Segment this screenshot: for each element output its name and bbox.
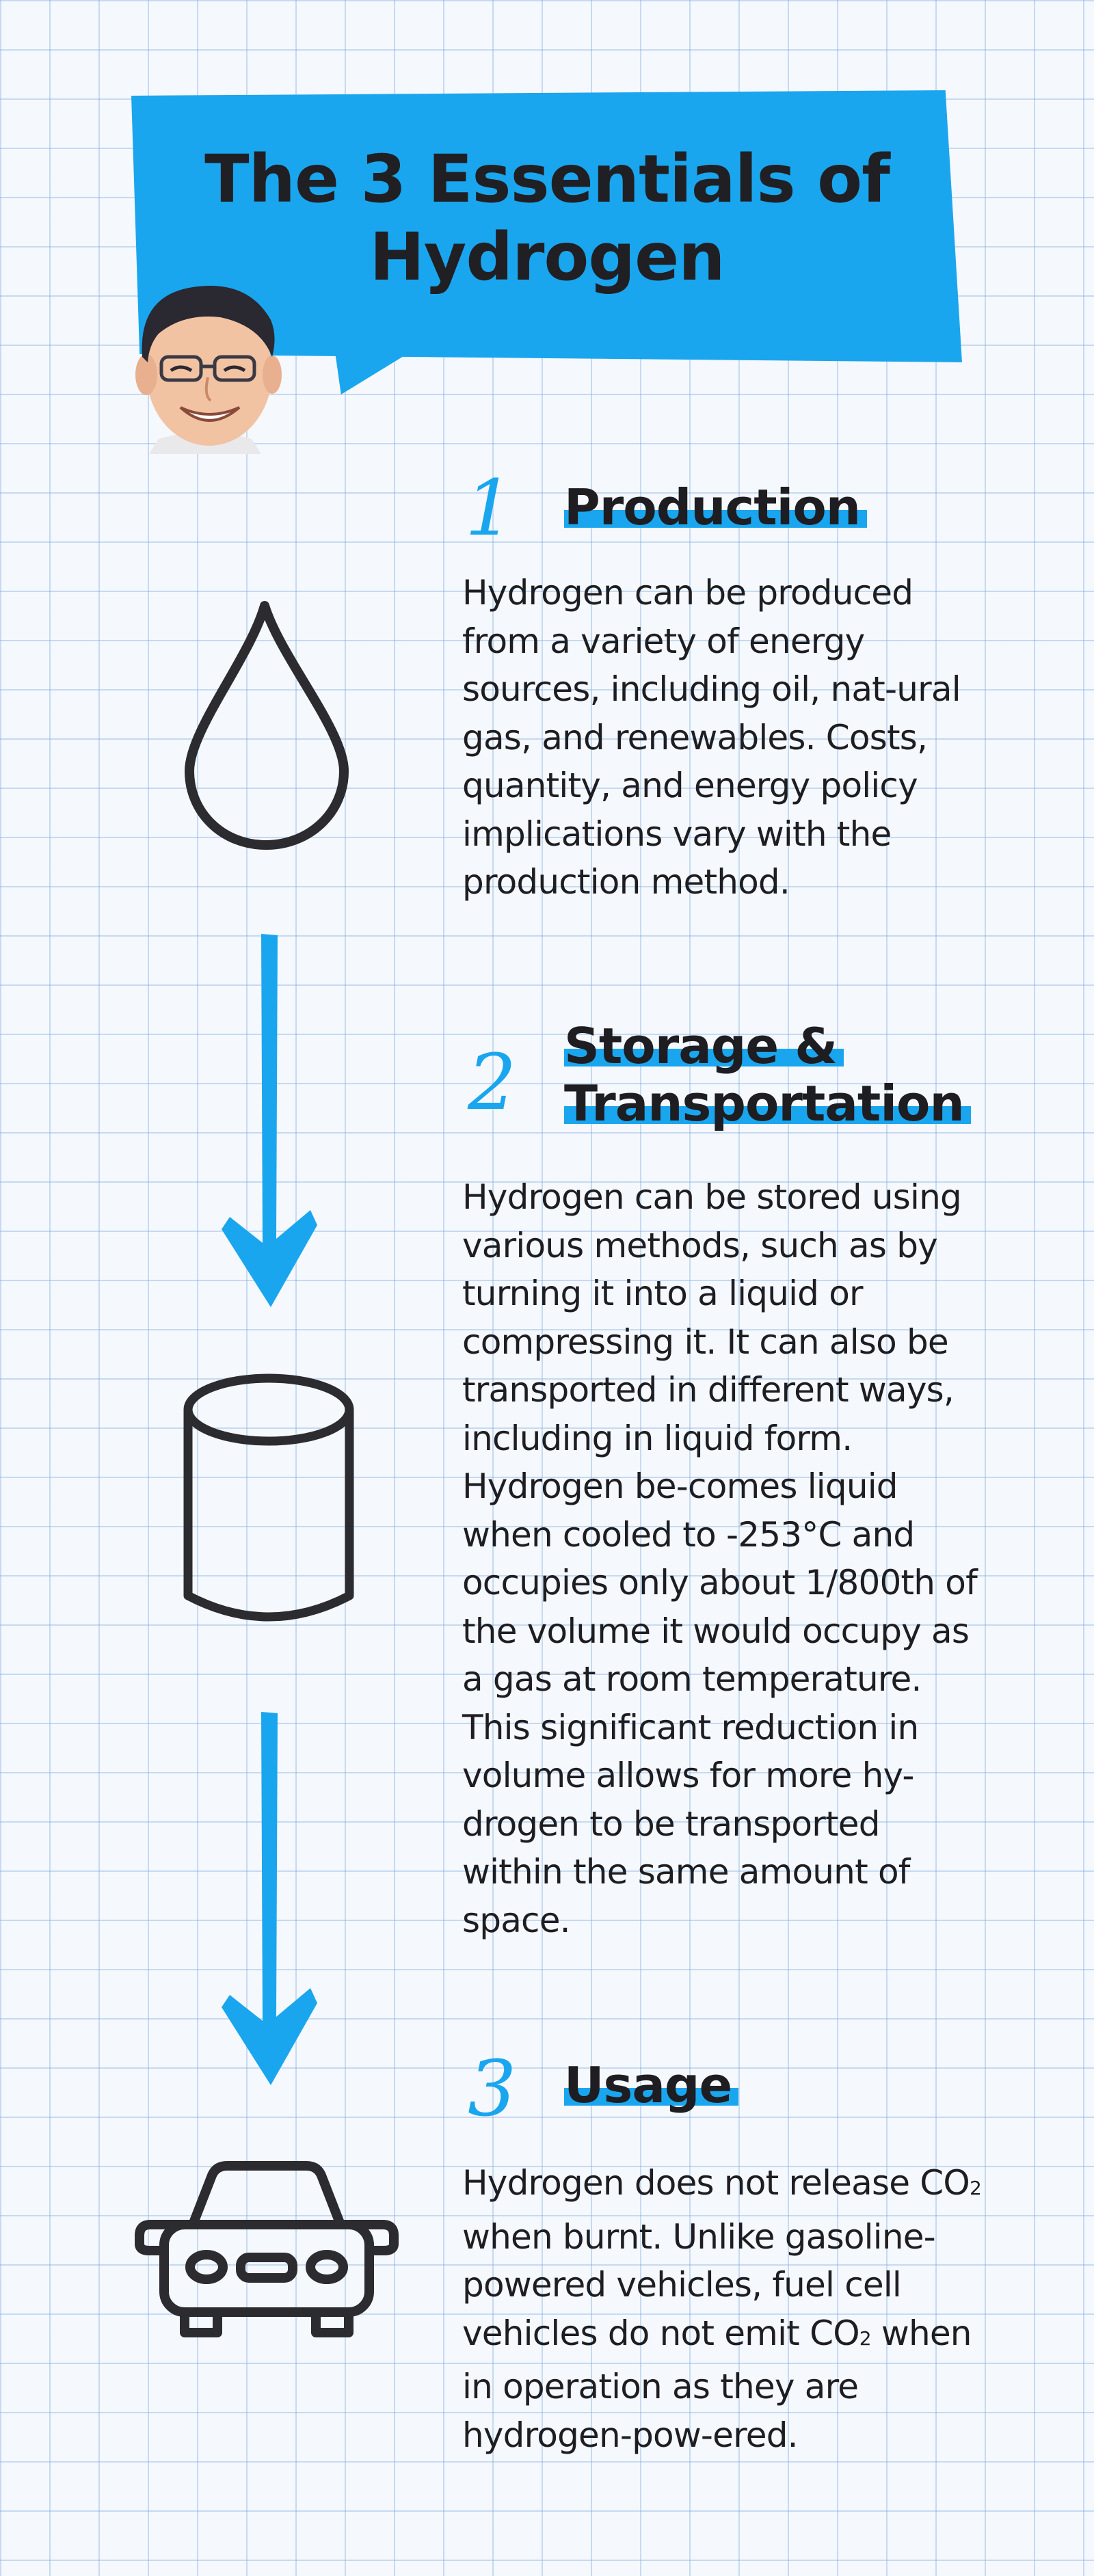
section-heading — [564, 479, 867, 536]
arrow-down-icon — [217, 930, 320, 1313]
arrow-down-icon — [217, 1708, 320, 2091]
section-body — [462, 2159, 982, 2459]
usage-text-part-2: when burnt. Unlike gasoline-powered vehicles, fuel cell vehicles do not emit CO — [462, 2216, 935, 2353]
cylinder-tank-icon — [170, 1367, 368, 1638]
usage-text-part-1: Hydrogen does not release CO — [462, 2163, 970, 2203]
section-number: 2 — [468, 1038, 517, 1127]
water-drop-icon — [174, 593, 359, 860]
section-heading-line-1: Storage & — [564, 1017, 844, 1075]
section-body: Hydrogen can be stored using various methods, such as by turning it into a liquid or compressing it. It can also be transported in different ways, including in liquid form. Hydrogen be-comes liquid when cooled to -253°C and occupies only about 1/800th of the volume it would occupy as a gas at room temperature. This significant reduction in volume allows for more hy-drogen to be transported within the same amount of space. — [462, 1177, 977, 1940]
subscript-2: 2 — [859, 2326, 871, 2350]
section-number: 1 — [465, 464, 514, 553]
section-heading — [564, 1017, 971, 1132]
section-heading-text: Production — [564, 479, 867, 536]
section-heading-text: Usage — [564, 2056, 738, 2114]
car-icon — [130, 2154, 403, 2345]
presenter-avatar — [118, 254, 293, 454]
page-title: The 3 Essentials of Hydrogen — [204, 141, 890, 295]
usage-text-part-3: when in operation as they are hydrogen-pow-ered. — [462, 2313, 972, 2455]
subscript-2: 2 — [969, 2177, 981, 2199]
section-body: Hydrogen can be produced from a variety of energy sources, including oil, nat-ural gas, and renewables. Costs, quantity, and energy policy implications vary with the production method. — [462, 573, 961, 902]
section-heading — [564, 2056, 738, 2114]
section-number: 3 — [468, 2045, 517, 2134]
section-heading-line-2: Transportation — [564, 1075, 971, 1132]
speech-bubble-tail — [335, 352, 410, 394]
